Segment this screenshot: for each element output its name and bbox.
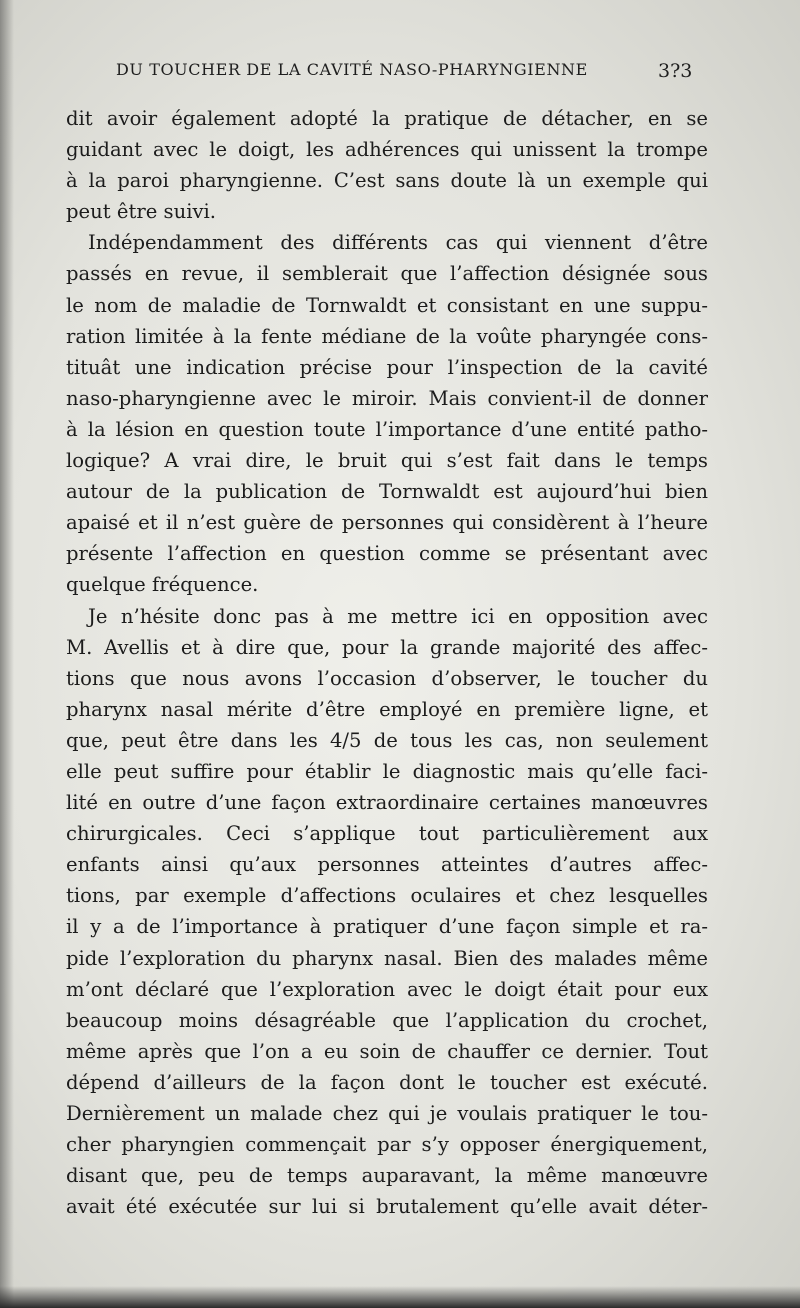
- text-line: logique? A vrai dire, le bruit qui s’est fait dans le temps: [66, 449, 708, 473]
- text-line: chirurgicales. Ceci s’applique tout particulièrement aux: [66, 822, 708, 846]
- text-line: quelque fréquence.: [66, 573, 259, 597]
- text-line: dépend d’ailleurs de la façon dont le toucher est exécuté.: [66, 1070, 708, 1094]
- text-line: Je n’hésite donc pas à me mettre ici en opposition avec: [88, 604, 708, 628]
- text-line: pide l’exploration du pharynx nasal. Bien des malades même: [66, 946, 708, 970]
- text-line: naso-pharyngienne avec le miroir. Mais convient-il de donner: [66, 386, 708, 410]
- text-line: présente l’affection en question comme se présentant avec: [66, 542, 708, 566]
- text-line: tituât une indication précise pour l’inspection de la cavité: [66, 355, 708, 379]
- text-line: elle peut suffire pour établir le diagnostic mais qu’elle faci-: [66, 759, 708, 783]
- running-head-title: DU TOUCHER DE LA CAVITÉ NASO-PHARYNGIENNE: [116, 60, 588, 79]
- body-text: [66, 103, 708, 1222]
- text-line: ration limitée à la fente médiane de la voûte pharyngée cons-: [66, 324, 708, 348]
- text-line: M. Avellis et à dire que, pour la grande majorité des affec-: [66, 635, 708, 659]
- text-line: apaisé et il n’est guère de personnes qui considèrent à l’heure: [66, 511, 708, 535]
- text-line: Dernièrement un malade chez qui je voulais pratiquer le tou-: [66, 1102, 708, 1125]
- text-line: pharynx nasal mérite d’être employé en première ligne, et: [66, 697, 708, 721]
- text-line: passés en revue, il semblerait que l’affection désignée sous: [66, 262, 708, 286]
- text-line: à la lésion en question toute l’importance d’une entité patho-: [66, 417, 708, 441]
- text-line: le nom de maladie de Tornwaldt et consistant en une suppu-: [66, 293, 708, 317]
- text-line: tions que nous avons l’occasion d’observer, le toucher du: [66, 666, 708, 690]
- running-head: [0, 60, 800, 90]
- text-line: enfants ainsi qu’aux personnes atteintes d’autres affec-: [66, 853, 708, 877]
- text-line: tions, par exemple d’affections oculaires et chez lesquelles: [66, 884, 708, 908]
- text-line: dit avoir également adopté la pratique de détacher, en se: [66, 107, 708, 130]
- text-line: guidant avec le doigt, les adhérences qui unissent la trompe: [66, 138, 708, 162]
- text-line: avait été exécutée sur lui si brutalement qu’elle avait déter-: [66, 1195, 708, 1219]
- text-line: même après que l’on a eu soin de chauffer ce dernier. Tout: [66, 1039, 708, 1063]
- text-line: beaucoup moins désagréable que l’application du crochet,: [66, 1008, 708, 1032]
- text-line: autour de la publication de Tornwaldt est aujourd’hui bien: [66, 480, 708, 504]
- page-number: 3?3: [658, 60, 693, 82]
- text-line: cher pharyngien commençait par s’y opposer énergiquement,: [66, 1133, 708, 1157]
- text-line: m’ont déclaré que l’exploration avec le doigt était pour eux: [66, 977, 708, 1001]
- text-line: que, peut être dans les 4/5 de tous les cas, non seulement: [66, 728, 708, 752]
- text-line: disant que, peu de temps auparavant, la même manœuvre: [66, 1164, 708, 1188]
- page-gutter-shadow: [0, 0, 14, 1308]
- text-line: lité en outre d’une façon extraordinaire certaines manœuvres: [66, 791, 708, 815]
- text-line: il y a de l’importance à pratiquer d’une façon simple et ra-: [66, 915, 708, 939]
- text-line: peut être suivi.: [66, 200, 217, 224]
- text-line: à la paroi pharyngienne. C’est sans doute là un exemple qui: [66, 169, 708, 193]
- page-bottom-edge: [0, 1286, 800, 1308]
- text-line: Indépendamment des différents cas qui viennent d’être: [88, 231, 708, 255]
